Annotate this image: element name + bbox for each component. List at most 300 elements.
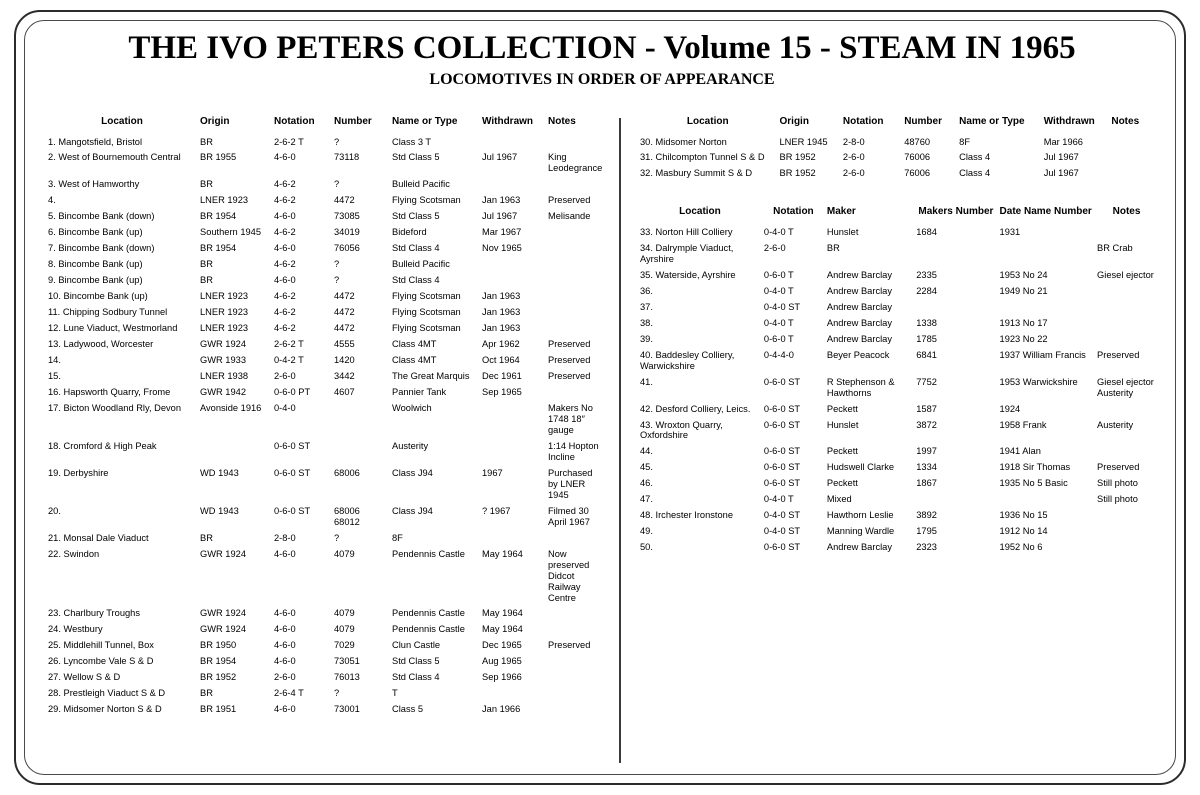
cell-origin: GWR 1924 xyxy=(200,339,246,350)
cell-date-name-number: 1953 No 24 xyxy=(999,269,1048,280)
cell-location: 15. xyxy=(48,371,61,382)
right-table-top xyxy=(638,116,1158,182)
cell-name-or-type: T xyxy=(392,688,398,699)
cell-location: 32. Masbury Summit S & D xyxy=(640,168,753,179)
table-row xyxy=(638,166,1158,182)
table-row xyxy=(46,400,606,438)
cell-date-name-number: 1918 Sir Thomas xyxy=(999,462,1071,473)
cell-origin: LNER 1923 xyxy=(200,323,249,334)
cell-notes: BR Crab xyxy=(1097,242,1133,253)
cell-withdrawn: Jul 1967 xyxy=(1043,152,1079,163)
cell-date-name-number: 1952 No 6 xyxy=(999,542,1043,553)
cell-makers-number: 1997 xyxy=(916,446,937,457)
cell-notes xyxy=(1109,166,1158,182)
col-header-location: Location xyxy=(101,116,143,127)
cell-origin: Avonside 1916 xyxy=(200,402,262,413)
cell-notes: Giesel ejector xyxy=(1097,269,1154,280)
cell-maker: Andrew Barclay xyxy=(826,317,892,328)
cell-makers-number: 7752 xyxy=(916,376,937,387)
cell-withdrawn: May 1964 xyxy=(482,608,523,619)
cell-name-or-type: Std Class 4 xyxy=(392,672,440,683)
page-subtitle: LOCOMOTIVES IN ORDER OF APPEARANCE xyxy=(429,71,775,88)
cell-maker: Hawthorn Leslie xyxy=(826,510,894,521)
table-row xyxy=(46,465,606,503)
cell-location: 45. xyxy=(640,462,653,473)
cell-origin: GWR 1933 xyxy=(200,355,246,366)
cell-number: 48760 xyxy=(904,136,931,147)
col-header-date-name-number: Date Name Number xyxy=(999,205,1092,217)
cell-number: 76006 xyxy=(904,152,931,163)
cell-number: 73085 xyxy=(334,211,360,222)
cell-location: 17. Bicton Woodland Rly, Devon xyxy=(48,402,181,413)
cell-location: 48. Irchester Ironstone xyxy=(640,510,734,521)
table-row xyxy=(46,606,606,622)
cell-notation: 0-4-0 T xyxy=(763,226,794,237)
cell-location: 37. xyxy=(640,301,653,312)
col-header-number: Number xyxy=(334,116,372,127)
cell-withdrawn: Jan 1963 xyxy=(482,291,521,302)
cell-name-or-type: Class 3 T xyxy=(392,136,432,147)
table-row xyxy=(638,374,1158,401)
cell-notation: 4-6-2 xyxy=(274,291,296,302)
cell-withdrawn: Nov 1965 xyxy=(482,243,522,254)
cell-number: 73051 xyxy=(334,656,360,667)
cell-date-name-number: 1958 Frank xyxy=(999,419,1047,430)
cell-name-or-type: Class 5 xyxy=(392,704,424,715)
cell-notation: 4-6-2 xyxy=(274,307,296,318)
cell-makers-number: 3892 xyxy=(916,510,937,521)
cell-maker: Hudswell Clarke xyxy=(826,462,895,473)
cell-notation: 0-6-0 T xyxy=(763,333,794,344)
cell-maker: Manning Wardle xyxy=(826,526,895,537)
col-header-origin: Origin xyxy=(779,116,809,127)
cell-location: 21. Monsal Dale Viaduct xyxy=(48,532,149,543)
cell-notes xyxy=(546,321,606,337)
cell-origin: GWR 1924 xyxy=(200,608,246,619)
table-row xyxy=(46,150,606,177)
cell-notes xyxy=(1095,224,1158,240)
table-row xyxy=(638,134,1158,150)
cell-withdrawn xyxy=(480,686,546,702)
cell-name-or-type: Bideford xyxy=(392,227,427,238)
cell-number: 68006 xyxy=(334,467,360,478)
cell-maker: Peckett xyxy=(826,478,858,489)
col-header-withdrawn: Withdrawn xyxy=(482,116,534,127)
cell-notes: Austerity xyxy=(1097,419,1134,430)
cell-maker: Hunslet xyxy=(826,419,859,430)
cell-name-or-type: Class 4 xyxy=(959,168,991,179)
cell-withdrawn xyxy=(480,400,546,438)
table-row xyxy=(46,289,606,305)
cell-withdrawn: Apr 1962 xyxy=(482,339,520,350)
cell-withdrawn: Jul 1967 xyxy=(1043,168,1079,179)
cell-location: 33. Norton Hill Colliery xyxy=(640,226,733,237)
cell-number: 73118 xyxy=(334,152,360,163)
cell-name-or-type: Bulleid Pacific xyxy=(392,259,450,270)
cell-number: 76006 xyxy=(904,168,931,179)
cell-makers-number: 2284 xyxy=(916,285,937,296)
table-row xyxy=(46,385,606,401)
cell-notation: 0-6-0 ST xyxy=(763,462,801,473)
cell-number: 7029 xyxy=(334,640,355,651)
cell-notation: 4-6-2 xyxy=(274,179,296,190)
cell-name-or-type: Std Class 5 xyxy=(392,152,440,163)
col-header-name-or-type: Name or Type xyxy=(959,116,1025,127)
cell-notation: 0-6-0 ST xyxy=(274,440,311,451)
cell-number: 4472 xyxy=(334,291,355,302)
cell-date-name-number: 1924 xyxy=(999,403,1021,414)
cell-number: ? xyxy=(334,136,340,147)
cell-makers-number: 2323 xyxy=(916,542,937,553)
cell-maker: Andrew Barclay xyxy=(826,285,892,296)
cell-withdrawn: May 1964 xyxy=(482,548,523,559)
cell-notation: 2-8-0 xyxy=(842,136,865,147)
cell-name-or-type: Std Class 5 xyxy=(392,211,440,222)
cell-name-or-type: Class 4 xyxy=(959,152,991,163)
cell-notation: 2-6-2 T xyxy=(274,339,304,350)
table-row xyxy=(638,267,1158,283)
cell-makers-number: 6841 xyxy=(916,349,937,360)
cell-notation: 2-6-2 T xyxy=(274,136,304,147)
cell-origin: LNER 1945 xyxy=(779,136,828,147)
cell-makers-number: 3872 xyxy=(916,419,937,430)
cell-withdrawn xyxy=(480,257,546,273)
cell-withdrawn: Mar 1967 xyxy=(482,227,522,238)
cell-name-or-type: Class 4MT xyxy=(392,339,437,350)
cell-location: 5. Bincombe Bank (down) xyxy=(48,211,155,222)
cell-name-or-type: Pannier Tank xyxy=(392,387,447,397)
cell-notes xyxy=(546,606,606,622)
cell-maker: Hunslet xyxy=(826,226,859,237)
cell-notes xyxy=(546,289,606,305)
cell-notes: 1:14 Hopton Incline xyxy=(548,440,599,462)
cell-name-or-type: Flying Scotsman xyxy=(392,195,461,206)
cell-notation: 2-8-0 xyxy=(274,532,296,543)
cell-origin: BR xyxy=(200,179,213,190)
document-content xyxy=(46,30,1158,766)
cell-date-name-number: 1953 Warwickshire xyxy=(999,376,1078,387)
cell-makers-number: 1795 xyxy=(916,526,937,537)
cell-withdrawn: Jan 1963 xyxy=(482,195,521,206)
left-column xyxy=(46,116,606,718)
cell-notation: 0-6-0 T xyxy=(763,269,794,280)
cell-origin: GWR 1924 xyxy=(200,548,246,559)
cell-location: 24. Westbury xyxy=(48,624,103,635)
col-header-notation: Notation xyxy=(773,206,814,218)
col-header-notes: Notes xyxy=(1111,116,1140,127)
cell-notation: 0-6-0 ST xyxy=(763,478,801,489)
table-row xyxy=(46,622,606,638)
cell-notation: 0-4-0 T xyxy=(763,494,794,505)
cell-notation: 4-6-0 xyxy=(274,640,296,651)
cell-withdrawn: Aug 1965 xyxy=(482,656,522,667)
cell-origin: BR 1952 xyxy=(779,168,816,179)
right-column xyxy=(638,116,1158,556)
cell-notes xyxy=(546,385,606,401)
cell-name-or-type: The Great Marquis xyxy=(392,371,470,382)
cell-notes xyxy=(1095,540,1158,556)
cell-withdrawn: 1967 xyxy=(482,467,503,478)
table-row xyxy=(46,654,606,670)
cell-location: 20. xyxy=(48,505,61,516)
cell-notes xyxy=(546,305,606,321)
cell-withdrawn: Dec 1961 xyxy=(482,371,522,382)
cell-notation: 4-6-0 xyxy=(274,152,296,163)
table-header-row xyxy=(46,116,606,134)
cell-name-or-type: Woolwich xyxy=(392,402,432,413)
cell-notation: 2-6-4 T xyxy=(274,688,304,699)
cell-notes: Preserved xyxy=(548,195,591,206)
cell-location: 12. Lune Viaduct, Westmorland xyxy=(48,323,178,334)
document-sheet xyxy=(14,10,1186,785)
cell-origin: BR xyxy=(200,532,213,543)
cell-date-name-number: 1912 No 14 xyxy=(999,526,1048,537)
cell-location: 42. Desford Colliery, Leics. xyxy=(640,403,751,414)
cell-origin: Southern 1945 xyxy=(200,227,261,238)
cell-location: 26. Lyncombe Vale S & D xyxy=(48,656,154,667)
right-table-bottom xyxy=(638,206,1158,556)
cell-notes: King Leodegrance xyxy=(548,152,603,174)
cell-location: 30. Midsomer Norton xyxy=(640,136,727,147)
cell-notation: 4-6-2 xyxy=(274,259,296,270)
cell-name-or-type: Clun Castle xyxy=(392,640,441,651)
table-row xyxy=(46,193,606,209)
cell-notation: 0-4-0 T xyxy=(763,317,794,328)
cell-name-or-type: Std Class 5 xyxy=(392,656,440,667)
table-row xyxy=(46,305,606,321)
cell-number: ? xyxy=(334,275,340,286)
cell-notes xyxy=(1095,401,1158,417)
page-title: THE IVO PETERS COLLECTION - Volume 15 - STEAM IN 1965 xyxy=(128,30,1076,66)
cell-origin: BR xyxy=(200,275,213,286)
cell-number: 76056 xyxy=(334,243,360,254)
cell-withdrawn xyxy=(480,177,546,193)
cell-number: 4607 xyxy=(334,387,355,397)
cell-date-name-number xyxy=(998,299,1096,315)
cell-number: 4555 xyxy=(334,339,355,350)
cell-notes: Preserved xyxy=(548,339,591,350)
cell-notation: 4-6-0 xyxy=(274,243,296,254)
cell-notes xyxy=(546,257,606,273)
cell-makers-number: 1334 xyxy=(916,462,937,473)
cell-notes xyxy=(1095,315,1158,331)
cell-name-or-type: Std Class 4 xyxy=(392,275,440,286)
col-header-origin: Origin xyxy=(200,116,230,127)
cell-notes: Preserved xyxy=(1097,349,1140,360)
cell-location: 23. Charlbury Troughs xyxy=(48,608,140,619)
table-row xyxy=(46,337,606,353)
table-row xyxy=(638,492,1158,508)
table-row xyxy=(638,508,1158,524)
cell-date-name-number: 1941 Alan xyxy=(999,446,1041,457)
cell-notes: Melisande xyxy=(548,211,591,222)
cell-notes: Preserved xyxy=(548,371,591,382)
cell-notation: 4-6-0 xyxy=(274,275,296,286)
cell-makers-number: 1785 xyxy=(916,333,937,344)
cell-withdrawn: Jul 1967 xyxy=(482,152,518,163)
cell-withdrawn xyxy=(480,273,546,289)
table-row xyxy=(46,177,606,193)
cell-number: 73001 xyxy=(334,704,360,715)
cell-notation: 0-4-0 ST xyxy=(763,526,801,537)
cell-number: 1420 xyxy=(334,355,355,366)
cell-date-name-number xyxy=(998,240,1096,267)
cell-makers-number xyxy=(914,492,997,508)
cell-notation: 2-6-0 xyxy=(763,242,786,253)
table-row xyxy=(46,702,606,718)
cell-name-or-type: Flying Scotsman xyxy=(392,307,461,318)
cell-origin: BR 1952 xyxy=(200,672,237,683)
cell-makers-number: 1587 xyxy=(916,403,937,414)
cell-notes xyxy=(1095,444,1158,460)
table-row xyxy=(638,224,1158,240)
cell-notation: 4-6-2 xyxy=(274,227,296,238)
cell-origin: BR 1952 xyxy=(779,152,816,163)
cell-location: 8. Bincombe Bank (up) xyxy=(48,259,143,270)
cell-name-or-type: Class 4MT xyxy=(392,355,437,366)
cell-notation: 4-6-0 xyxy=(274,624,296,635)
table-row xyxy=(46,546,606,606)
table-row xyxy=(638,347,1158,374)
cell-notation: 0-6-0 ST xyxy=(274,505,311,516)
cell-location: 28. Prestleigh Viaduct S & D xyxy=(48,688,166,699)
cell-location: 14. xyxy=(48,355,61,366)
cell-notes xyxy=(546,530,606,546)
cell-maker: Andrew Barclay xyxy=(826,542,892,553)
table-row xyxy=(638,299,1158,315)
cell-notes xyxy=(546,241,606,257)
cell-location: 35. Waterside, Ayrshire xyxy=(640,269,736,280)
cell-maker: Andrew Barclay xyxy=(826,333,892,344)
table-row xyxy=(46,353,606,369)
col-header-name-or-type: Name or Type xyxy=(392,116,458,127)
cell-notes xyxy=(546,225,606,241)
cell-notes xyxy=(1095,299,1158,315)
col-header-number: Number xyxy=(904,116,942,127)
cell-location: 44. xyxy=(640,446,653,457)
col-header-withdrawn: Withdrawn xyxy=(1043,116,1095,127)
cell-notation: 0-6-0 ST xyxy=(763,376,801,387)
col-header-maker: Maker xyxy=(826,206,856,218)
cell-notes xyxy=(546,134,606,150)
cell-notes: Now preserved Didcot Railway Centre xyxy=(548,548,590,603)
cell-origin: WD 1943 xyxy=(200,505,239,516)
cell-location: 27. Wellow S & D xyxy=(48,672,121,683)
table-row xyxy=(46,638,606,654)
table-row xyxy=(638,331,1158,347)
cell-withdrawn: Jul 1967 xyxy=(482,211,518,222)
cell-location: 1. Mangotsfield, Bristol xyxy=(48,136,143,147)
cell-name-or-type: Pendennis Castle xyxy=(392,548,465,559)
cell-notes xyxy=(546,670,606,686)
table-row xyxy=(638,315,1158,331)
cell-origin: LNER 1938 xyxy=(200,371,249,382)
cell-name-or-type: Std Class 4 xyxy=(392,243,440,254)
cell-location: 18. Cromford & High Peak xyxy=(48,440,157,451)
cell-origin: BR xyxy=(200,259,213,270)
cell-location: 19. Derbyshire xyxy=(48,467,109,478)
cell-notes: Makers No 1748 18″ gauge xyxy=(548,402,593,435)
col-header-notation: Notation xyxy=(842,116,884,127)
cell-date-name-number: 1923 No 22 xyxy=(999,333,1048,344)
cell-notation: 0-6-0 ST xyxy=(763,542,801,553)
cell-date-name-number: 1937 William Francis xyxy=(999,349,1086,360)
cell-number: ? xyxy=(334,688,340,699)
cell-number: 4472 xyxy=(334,195,355,206)
cell-notation: 2-6-0 xyxy=(274,371,296,382)
cell-maker: Andrew Barclay xyxy=(826,269,892,280)
cell-date-name-number: 1913 No 17 xyxy=(999,317,1048,328)
table-row xyxy=(638,444,1158,460)
cell-origin: BR xyxy=(200,688,213,699)
cell-notes: Preserved xyxy=(548,355,591,366)
table-row xyxy=(46,503,606,530)
cell-maker: Peckett xyxy=(826,403,858,414)
table-row xyxy=(638,524,1158,540)
cell-notes: Purchased by LNER 1945 xyxy=(548,467,593,500)
column-divider xyxy=(619,118,621,763)
cell-origin: GWR 1924 xyxy=(200,624,246,635)
cell-location: 31. Chilcompton Tunnel S & D xyxy=(640,152,765,163)
cell-name-or-type: Austerity xyxy=(392,440,429,451)
cell-location: 4. xyxy=(48,195,56,206)
cell-name-or-type: Flying Scotsman xyxy=(392,323,461,334)
table-row xyxy=(46,134,606,150)
cell-notes xyxy=(1109,150,1158,166)
table-spacer xyxy=(638,182,1158,206)
cell-notes: Still photo xyxy=(1097,478,1138,489)
table-row xyxy=(46,438,606,465)
cell-notes: Preserved xyxy=(548,640,591,651)
cell-makers-number xyxy=(914,299,997,315)
cell-notation: 0-4-0 xyxy=(274,402,296,413)
cell-number xyxy=(332,438,390,465)
cell-maker: Beyer Peacock xyxy=(826,349,890,360)
cell-location: 9. Bincombe Bank (up) xyxy=(48,275,143,286)
cell-location: 29. Midsomer Norton S & D xyxy=(48,704,162,715)
cell-notes xyxy=(546,622,606,638)
table-row xyxy=(46,241,606,257)
cell-notes xyxy=(546,686,606,702)
cell-notes xyxy=(546,702,606,718)
table-row xyxy=(46,670,606,686)
table-row xyxy=(638,401,1158,417)
cell-location: 50. xyxy=(640,542,653,553)
cell-location: 2. West of Bournemouth Central xyxy=(48,152,181,163)
cell-number: 34019 xyxy=(334,227,360,238)
cell-origin: BR 1954 xyxy=(200,656,237,667)
cell-location: 38. xyxy=(640,317,653,328)
cell-location: 22. Swindon xyxy=(48,548,100,559)
cell-location: 41. xyxy=(640,376,653,387)
col-header-location: Location xyxy=(686,116,729,127)
cell-makers-number: 1684 xyxy=(916,226,937,237)
cell-notation: 0-4-4-0 xyxy=(763,349,794,360)
cell-notation: 0-4-0 ST xyxy=(763,301,801,312)
table-row xyxy=(638,417,1158,444)
cell-notes xyxy=(546,654,606,670)
cell-notation: 0-4-0 T xyxy=(763,285,794,296)
cell-location: 6. Bincombe Bank (up) xyxy=(48,227,143,238)
cell-withdrawn: Oct 1964 xyxy=(482,355,520,366)
col-header-location: Location xyxy=(679,206,721,218)
cell-name-or-type: 8F xyxy=(959,136,971,147)
cell-notes xyxy=(1095,283,1158,299)
table-row xyxy=(46,225,606,241)
cell-notation: 4-6-2 xyxy=(274,323,296,334)
cell-notation: 0-4-0 ST xyxy=(763,510,801,521)
col-header-notes: Notes xyxy=(1112,206,1141,218)
